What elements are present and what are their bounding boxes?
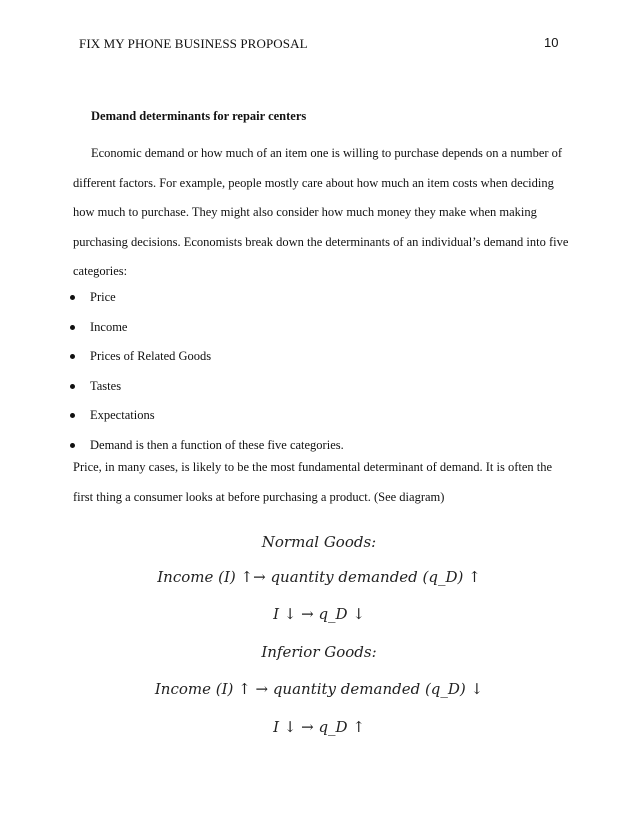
normal-goods-title: Normal Goods: (261, 533, 377, 551)
bullet-icon (70, 443, 75, 448)
body-paragraph-2: Price, in many cases, is likely to be the most fundamental determinant of demand. It is often the first thing a consumer looks at before purchasing a product. (See diagram) (73, 460, 553, 504)
inferior-goods-equation-1: Income (I) ↑ → quantity demanded (q_D) ↓ (154, 680, 484, 698)
list-item-text: Tastes (90, 378, 122, 393)
normal-goods-equation-2: I ↓ → q_D ↓ (273, 605, 365, 623)
list-item-text: Income (90, 319, 128, 334)
bullet-icon (70, 384, 75, 389)
body-paragraph-1: Economic demand or how much of an item one is willing to purchase depends on a number of different factors. For example, people mostly care about how much an item costs when deciding how much to purchase. They might also consider how much money they make when making purchasing decisions. Economists break down the determinants of an individual’s demand into five categories: (73, 146, 569, 278)
list-item-text: Expectations (90, 408, 155, 422)
bullet-icon (70, 354, 75, 359)
bullet-icon (70, 413, 75, 418)
inferior-goods-equation-2: I ↓ → q_D ↑ (273, 718, 365, 736)
inferior-goods-title: Inferior Goods: (261, 643, 377, 661)
bullet-icon (70, 325, 75, 330)
section-heading: Demand determinants for repair centers (91, 109, 307, 123)
normal-goods-equation-1: Income (I) ↑→ quantity demanded (q_D) ↑ (157, 568, 481, 586)
bullet-icon (70, 295, 75, 300)
page-number: 10 (544, 35, 559, 50)
list-item-text: Price (90, 290, 116, 304)
list-item-text: Demand is then a function of these five categories. (90, 437, 344, 452)
header-title: FIX MY PHONE BUSINESS PROPOSAL (79, 36, 308, 51)
list-item-text: Prices of Related Goods (90, 349, 212, 363)
